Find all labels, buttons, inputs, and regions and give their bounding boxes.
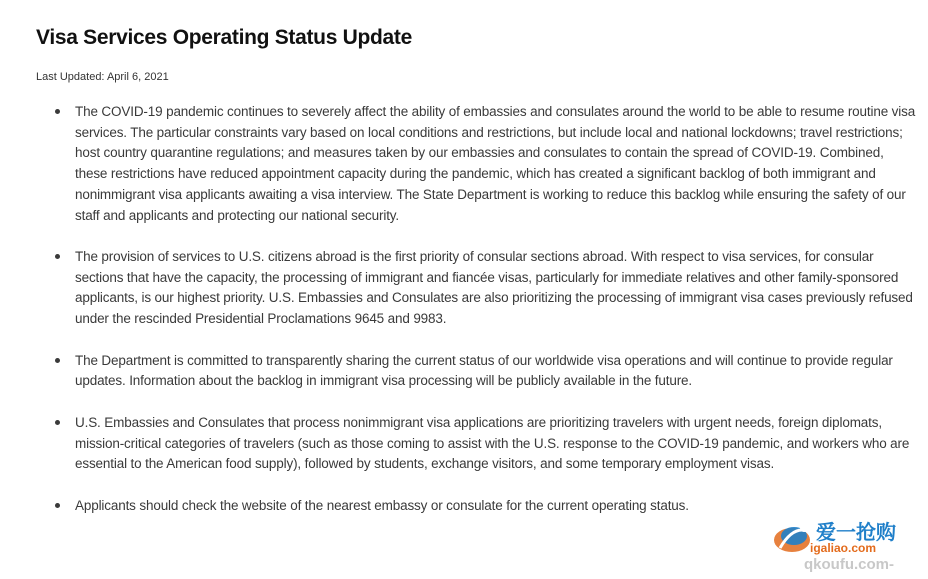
bullet-text: U.S. Embassies and Consulates that process nonimmigrant visa applications are prioritizing travelers with urgent needs, foreign diplomats, mission-critical categories of travelers (such as those coming to assist with the U.S. response to the COVID-19 pandemic, and workers who are essential to the American food supply), followed by students, exchange visitors, and some temporary employment visas.: [75, 414, 910, 472]
watermark-brand-text: 爱一抢购: [816, 520, 896, 544]
site-watermark: [770, 516, 928, 579]
bullet-dot-icon: [55, 254, 60, 259]
watermark-url: igaliao.com: [810, 541, 877, 555]
last-updated-date: Last Updated: April 6, 2021: [36, 71, 169, 83]
bullet-text: The Department is committed to transparently sharing the current status of our worldwide visa operations and will continue to provide regular updates. Information about the backlog in immigrant visa processing will be publicly available in the future.: [75, 352, 893, 389]
bullet-dot-icon: [55, 358, 60, 363]
bullet-text: The COVID-19 pandemic continues to severely affect the ability of embassies and consulates around the world to be able to resume routine visa services. The particular constraints vary based on local conditions and restrictions, but include local and national lockdowns; travel restrictions; host country quarantine regulations; and measures taken by our embassies and consulates to contain the spread of COVID-19. Combined, these restrictions have reduced appointment capacity during the pandemic, which has created a significant backlog of both immigrant and nonimmigrant visa applicants awaiting a visa interview. The State Department is working to reduce this backlog while ensuring the safety of our staff and applicants and protecting our national security.: [75, 104, 916, 223]
watermark-url-secondary: qkoufu.com-: [804, 556, 894, 573]
bullet-item: [54, 351, 916, 392]
bullet-item: [54, 413, 916, 475]
status-bullet-list: [54, 102, 916, 537]
bullet-dot-icon: [55, 503, 60, 508]
bullet-text: Applicants should check the website of the nearest embassy or consulate for the current operating status.: [75, 497, 689, 513]
bullet-item: [54, 496, 916, 517]
bullet-dot-icon: [55, 109, 60, 114]
bullet-item: [54, 247, 916, 330]
page-title: Visa Services Operating Status Update: [36, 26, 412, 49]
bullet-text: The provision of services to U.S. citizens abroad is the first priority of consular sections abroad. With respect to visa services, for consular sections that have the capacity, the processing of immigrant and fiancée visas, particularly for immediate relatives and other family-sponsored applicants, is our highest priority. U.S. Embassies and Consulates are also prioritizing the processing of immigrant visa cases previously refused under the rescinded Presidential Proclamations 9645 and 9983.: [75, 249, 913, 327]
bullet-item: [54, 102, 916, 226]
bullet-dot-icon: [55, 420, 60, 425]
